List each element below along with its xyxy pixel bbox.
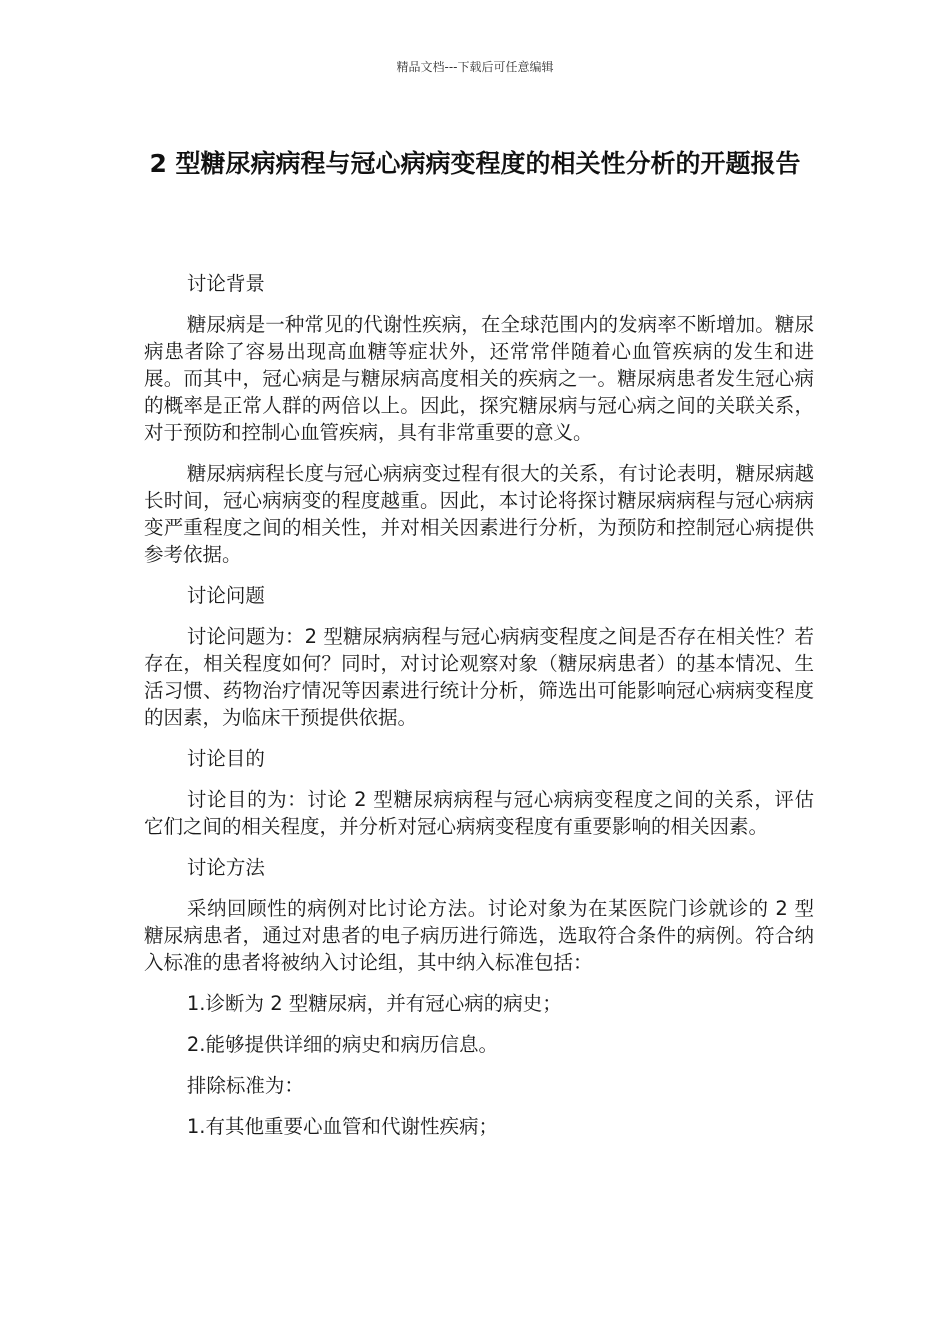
document-title: 2 型糖尿病病程与冠心病病变程度的相关性分析的开题报告 [149,149,801,178]
paragraph-question: 讨论问题为：2 型糖尿病病程与冠心病病变程度之间是否存在相关性？若存在，相关程度如何？同时，对讨论观察对象（糖尿病患者）的基本情况、生活习惯、药物治疗情况等因素进行统计分析，筛选出可能影响冠心病病变程度的因素，为临床干预提供依据。 [144,625,814,729]
section-heading-method: 讨论方法 [186,856,265,879]
section-heading-background: 讨论背景 [186,272,265,295]
document-body [144,270,814,1154]
paragraph-background-2: 糖尿病病程长度与冠心病病变过程有很大的关系，有讨论表明，糖尿病越长时间，冠心病病变的程度越重。因此，本讨论将探讨糖尿病病程与冠心病病变严重程度之间的相关性，并对相关因素进行分析，为预防和控制冠心病提供参考依据。 [144,462,814,566]
list-item-inclusion-1: 1.诊断为 2 型糖尿病，并有冠心病的病史； [186,992,562,1015]
paragraph-method: 采纳回顾性的病例对比讨论方法。讨论对象为在某医院门诊就诊的 2 型糖尿病患者，通过对患者的电子病历进行筛选，选取符合条件的病例。符合纳入标准的患者将被纳入讨论组，其中纳入标准包括： [144,897,814,974]
list-item-inclusion-2: 2.能够提供详细的病史和病历信息。 [186,1033,498,1056]
exclusion-criteria-label: 排除标准为： [186,1074,304,1097]
section-heading-question: 讨论问题 [186,584,265,607]
paragraph-purpose: 讨论目的为：讨论 2 型糖尿病病程与冠心病病变程度之间的关系，评估它们之间的相关程度，并分析对冠心病病变程度有重要影响的相关因素。 [144,788,814,838]
page-header: 精品文档---下载后可任意编辑 [396,60,554,74]
list-item-exclusion-1: 1.有其他重要心血管和代谢性疾病； [186,1115,498,1138]
section-heading-purpose: 讨论目的 [186,747,265,770]
paragraph-background-1: 糖尿病是一种常见的代谢性疾病，在全球范围内的发病率不断增加。糖尿病患者除了容易出现高血糖等症状外，还常常伴随着心血管疾病的发生和进展。而其中，冠心病是与糖尿病高度相关的疾病之一。糖尿病患者发生冠心病的概率是正常人群的两倍以上。因此，探究糖尿病与冠心病之间的关联关系，对于预防和控制心血管疾病，具有非常重要的意义。 [144,313,814,444]
